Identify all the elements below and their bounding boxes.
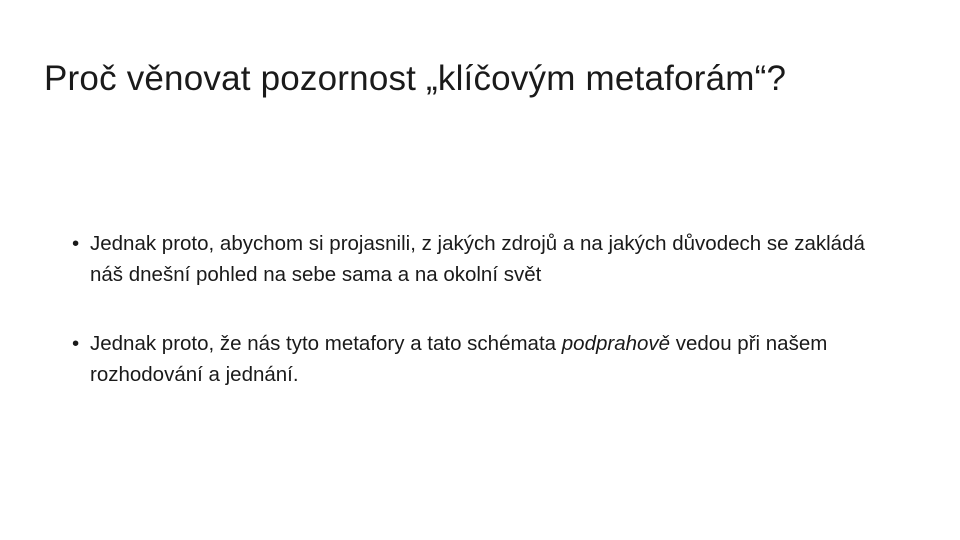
bullet-list [72,228,902,428]
bullet-text-start: Jednak proto, že nás tyto metafory a tato schémata [90,332,562,355]
bullet-item-2 [72,328,902,390]
bullet-text-emphasis: podprahově [561,332,671,355]
slide-title: Proč věnovat pozornost „klíčovým metaforám“? [44,59,787,98]
bullet-text: Jednak proto, abychom si projasnili, z jakých zdrojů a na jakých důvodech se zakládá náš dnešní pohled na sebe sama a na okolní svět [90,232,865,286]
bullet-item-1 [72,228,902,290]
bullet-text-end: vedou při našem rozhodování a jednání. [90,332,828,386]
